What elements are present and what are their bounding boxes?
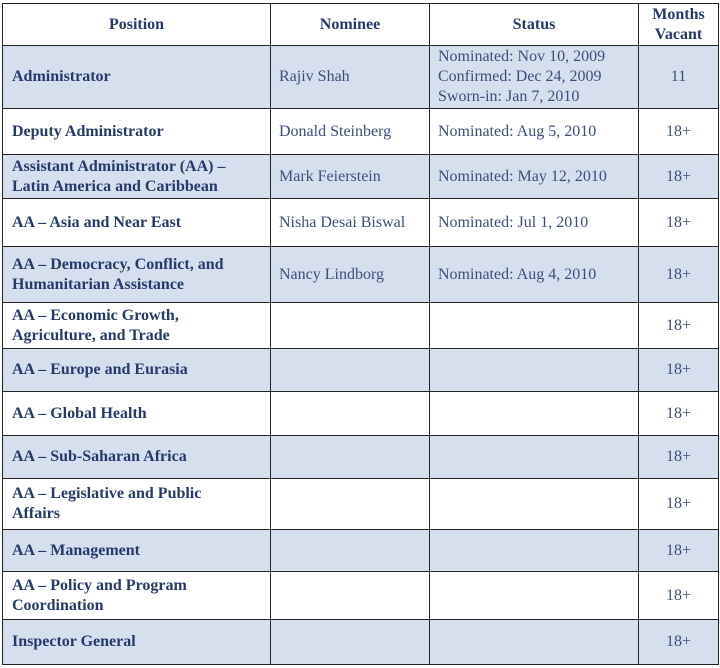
table-row <box>3 572 719 620</box>
nominee-cell <box>271 392 430 436</box>
status-cell <box>430 620 639 665</box>
position-cell <box>3 303 271 349</box>
months-vacant-cell: 18+ <box>639 109 719 155</box>
position-cell <box>3 436 271 479</box>
position-cell <box>3 349 271 392</box>
months-vacant-cell: 11 <box>639 46 719 109</box>
nominee-cell <box>271 436 430 479</box>
nominee-cell: Mark Feierstein <box>271 155 430 199</box>
status-text: Nominated: May 12, 2010 <box>438 167 607 185</box>
status-cell <box>430 349 639 392</box>
nominee-cell: Nancy Lindborg <box>271 247 430 303</box>
position-text: AA – Democracy, Conflict, and <box>12 255 224 273</box>
header-months-vacant <box>639 4 719 46</box>
status-cell <box>430 303 639 349</box>
months-vacant-cell: 18+ <box>639 620 719 665</box>
position-text: AA – Asia and Near East <box>12 213 182 231</box>
position-text: AA – Global Health <box>12 404 147 422</box>
position-cell <box>3 199 271 247</box>
table-row <box>3 199 719 247</box>
table-row <box>3 436 719 479</box>
table-row <box>3 109 719 155</box>
nominations-table <box>2 3 719 665</box>
table-row <box>3 620 719 665</box>
position-text: Assistant Administrator (AA) – <box>12 157 226 175</box>
status-cell <box>430 199 639 247</box>
nominee-cell <box>271 530 430 572</box>
months-vacant-cell: 18+ <box>639 199 719 247</box>
position-cell <box>3 479 271 530</box>
position-cell <box>3 155 271 199</box>
months-vacant-cell: 18+ <box>639 155 719 199</box>
position-text: AA – Economic Growth, <box>12 306 179 324</box>
header-nominee: Nominee <box>271 4 430 46</box>
table-row <box>3 349 719 392</box>
status-cell <box>430 530 639 572</box>
nominee-cell <box>271 303 430 349</box>
position-cell <box>3 247 271 303</box>
position-text: Agriculture, and Trade <box>12 326 170 344</box>
position-text: Deputy Administrator <box>12 122 164 140</box>
nominee-cell: Rajiv Shah <box>271 46 430 109</box>
nominee-cell: Donald Steinberg <box>271 109 430 155</box>
months-vacant-cell: 18+ <box>639 530 719 572</box>
table-row <box>3 479 719 530</box>
position-cell <box>3 109 271 155</box>
position-text: AA – Policy and Program <box>12 576 187 594</box>
table-row <box>3 303 719 349</box>
status-text: Nominated: Jul 1, 2010 <box>438 213 589 231</box>
table-row <box>3 155 719 199</box>
table-row <box>3 392 719 436</box>
position-text: Coordination <box>12 596 104 614</box>
months-vacant-cell: 18+ <box>639 303 719 349</box>
nominee-cell <box>271 620 430 665</box>
position-text: AA – Legislative and Public <box>12 485 202 502</box>
position-cell <box>3 46 271 109</box>
header-row <box>3 4 719 46</box>
nominee-cell <box>271 479 430 530</box>
position-cell <box>3 392 271 436</box>
months-vacant-cell: 18+ <box>639 436 719 479</box>
status-cell <box>430 247 639 303</box>
nominee-cell <box>271 349 430 392</box>
table-row <box>3 247 719 303</box>
months-vacant-cell: 18+ <box>639 392 719 436</box>
position-text: Humanitarian Assistance <box>12 275 185 293</box>
position-cell <box>3 530 271 572</box>
table-row <box>3 530 719 572</box>
header-status: Status <box>430 4 639 46</box>
status-text: Confirmed: Dec 24, 2009 <box>438 68 602 85</box>
status-cell <box>430 155 639 199</box>
status-cell <box>430 436 639 479</box>
position-text: Administrator <box>12 68 111 85</box>
position-text: Affairs <box>12 505 60 522</box>
months-vacant-cell: 18+ <box>639 247 719 303</box>
status-text: Nominated: Aug 5, 2010 <box>438 122 597 140</box>
months-vacant-cell: 18+ <box>639 479 719 530</box>
header-months-line2: Vacant <box>654 25 703 43</box>
position-text: AA – Europe and Eurasia <box>12 361 188 378</box>
position-cell <box>3 572 271 620</box>
nominee-cell: Nisha Desai Biswal <box>271 199 430 247</box>
status-cell <box>430 392 639 436</box>
header-position: Position <box>3 4 271 46</box>
status-text: Nominated: Nov 10, 2009 <box>438 48 606 65</box>
status-cell <box>430 479 639 530</box>
status-text: Nominated: Aug 4, 2010 <box>438 265 597 283</box>
position-text: AA – Sub-Saharan Africa <box>12 448 187 465</box>
position-text: Latin America and Caribbean <box>12 177 218 195</box>
status-cell <box>430 46 639 109</box>
nominee-cell <box>271 572 430 620</box>
months-vacant-cell: 18+ <box>639 349 719 392</box>
position-text: Inspector General <box>12 633 136 650</box>
status-cell <box>430 572 639 620</box>
status-cell <box>430 109 639 155</box>
table-row <box>3 46 719 109</box>
status-text: Sworn-in: Jan 7, 2010 <box>438 88 580 105</box>
months-vacant-cell: 18+ <box>639 572 719 620</box>
position-text: AA – Management <box>12 541 140 559</box>
header-months-line1: Months <box>652 5 705 23</box>
position-cell <box>3 620 271 665</box>
